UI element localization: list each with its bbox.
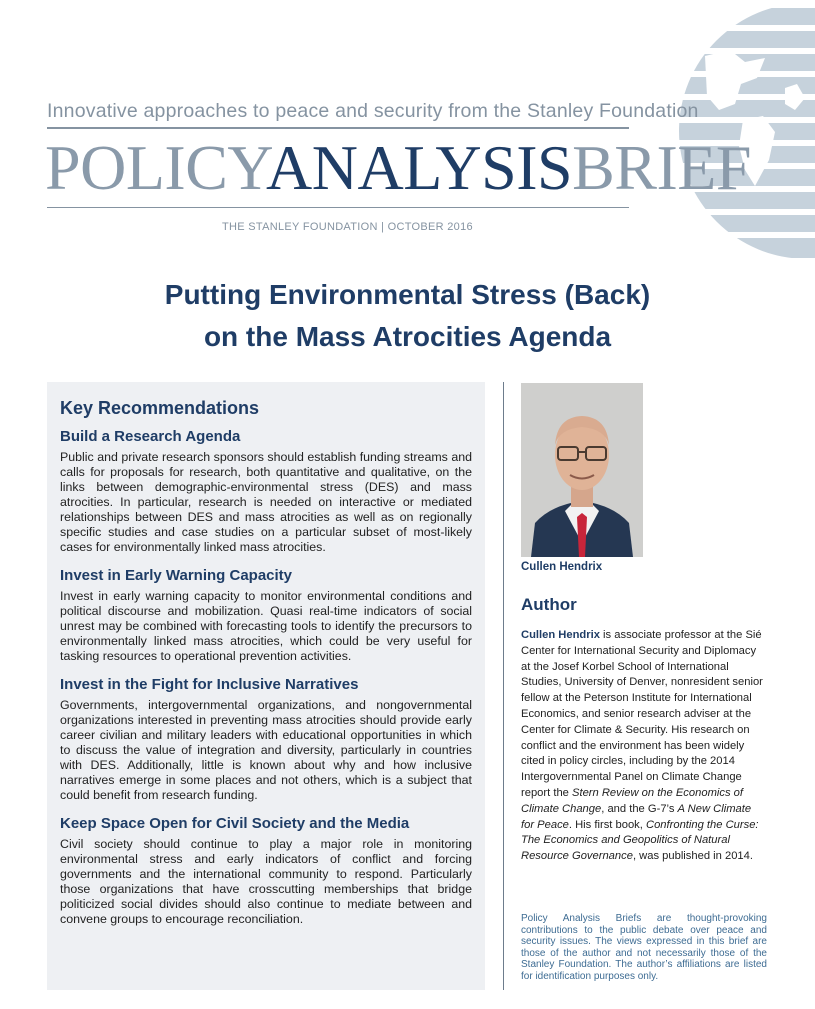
section-body: Invest in early warning capacity to monitor environmental conditions and political discourse and mobilization. Quasi real-time indicators of social unrest may be combined with forecasting tools to identify the precursors to environmentally linked mass atrocities, which could be very useful for tasking resources to operational prevention activities.: [60, 589, 472, 663]
dateline: THE STANLEY FOUNDATION | OCTOBER 2016: [222, 221, 473, 233]
bio-text: , was published in 2014.: [632, 850, 753, 863]
section-heading: Invest in the Fight for Inclusive Narratives: [60, 676, 359, 693]
section-body: Civil society should continue to play a major role in monitoring environmental stress and early indicators of conflict and forcing governments and the international community to respond. Particularly those organizations that have crosscutting memberships that bridge politicized social divides should also continue to mediate between and convene groups to encourage reconciliation.: [60, 837, 472, 926]
author-bio: [521, 628, 767, 865]
key-recommendations-box: [47, 382, 485, 990]
title-line-1: Putting Environmental Stress (Back): [164, 279, 651, 310]
tagline: Innovative approaches to peace and security from the Stanley Foundation: [47, 100, 699, 122]
masthead-analysis: ANALYSIS: [266, 132, 573, 203]
disclaimer: Policy Analysis Briefs are thought-provoking contributions to the public debate over peace and security issues. The views expressed in this brief are those of the author and not necessarily those of the Stanley Foundation. The author’s affiliations are listed for identification purposes only.: [521, 913, 767, 982]
globe-logo-graphic: [645, 0, 815, 262]
section-heading: Keep Space Open for Civil Society and the Media: [60, 815, 410, 832]
section-heading: Invest in Early Warning Capacity: [60, 567, 293, 584]
author-photo: [521, 383, 643, 557]
bio-italic-text: A New Climate for Peace: [521, 802, 752, 831]
title-line-2: on the Mass Atrocities Agenda: [203, 321, 612, 352]
column-divider: [503, 382, 504, 990]
masthead-brief: BRIEF: [572, 132, 751, 203]
photo-caption: Cullen Hendrix: [521, 561, 603, 573]
masthead-policy: POLICY: [45, 132, 267, 203]
masthead: [45, 132, 751, 204]
document-title: [0, 274, 815, 358]
bio-text: is associate professor at the Sié Center for International Security and Diplomacy at the Josef Korbel School of International Studies, University of Denver, nonresident senior fellow at the Peterson Institute for International Economics, and senior research adviser at the Center for Climate & Security. His research on conflict and the environment has been widely cited in policy circles, including by the 2014 Intergovernmental Panel on Climate Change report the: [521, 629, 763, 799]
bio-text: , and the G-7’s: [601, 802, 678, 815]
masthead-top-rule: [47, 127, 629, 129]
section-body: Governments, intergovernmental organizations, and nongovernmental organizations interested in preventing mass atrocities should provide early career civilian and military leaders with educational opportunities in which to discuss the value of integration and diversity, particularly in countries with DES. Additionally, little is known about why and how inclusive narratives emerge in some places and not others, which is a subject that could benefit from research funding.: [60, 698, 472, 802]
masthead-bottom-rule: [47, 207, 629, 208]
author-name: Cullen Hendrix: [521, 629, 600, 641]
section-heading: Build a Research Agenda: [60, 428, 241, 445]
bio-italic-text: Confronting the Curse: The Economics and Geopolitics of Natural Resource Governance: [521, 818, 759, 863]
bio-italic-text: Stern Review on the Economics of Climate Change: [521, 786, 744, 815]
key-recommendations-heading: Key Recommendations: [60, 398, 260, 418]
author-heading: Author: [521, 595, 577, 614]
section-body: Public and private research sponsors should establish funding streams and calls for proposals for research, both quantitative and qualitative, on the links between demographic-environmental stress (DES) and mass atrocities. In particular, research is needed on interactive or mediated relationships between DES and mass atrocities as well as on regionally specific studies and case studies on a particular subset of most-likely cases for environmentally linked mass atrocities.: [60, 450, 472, 554]
bio-text: . His first book,: [568, 818, 646, 831]
